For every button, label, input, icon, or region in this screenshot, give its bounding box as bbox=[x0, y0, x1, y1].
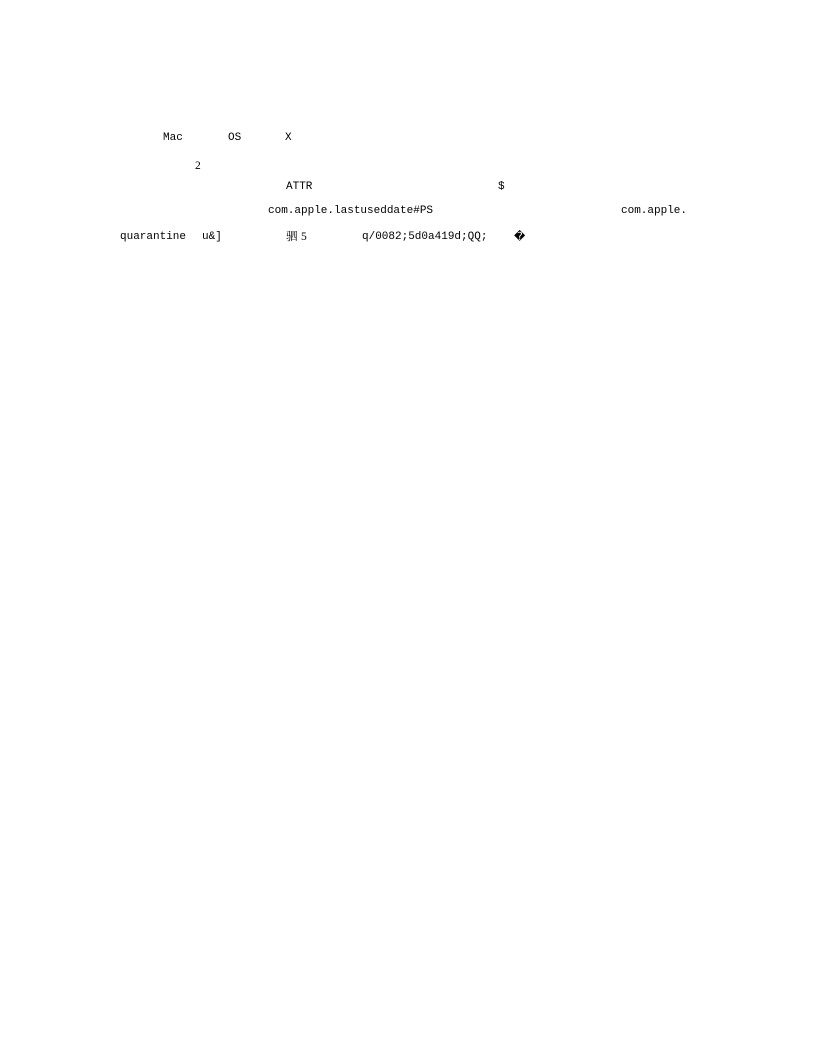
text-number-2: 2 bbox=[195, 160, 201, 172]
text-os: OS bbox=[228, 132, 242, 144]
text-x: X bbox=[285, 132, 292, 144]
text-quarantine: quarantine bbox=[120, 231, 187, 243]
text-com-apple: com.apple. bbox=[621, 205, 688, 217]
text-number-5: 5 bbox=[301, 231, 307, 243]
text-mac: Mac bbox=[163, 132, 183, 144]
text-replacement-glyph: � bbox=[514, 230, 526, 243]
text-com-apple-lastuseddate: com.apple.lastuseddate#PS bbox=[268, 205, 434, 217]
text-hex-blob: q/0082;5d0a419d;QQ; bbox=[362, 231, 488, 243]
text-attr: ATTR bbox=[286, 181, 313, 193]
text-dollar: $ bbox=[498, 181, 505, 193]
text-cjk-glyph: 驷 bbox=[286, 229, 298, 243]
text-u-amp-bracket: u&] bbox=[202, 231, 222, 243]
